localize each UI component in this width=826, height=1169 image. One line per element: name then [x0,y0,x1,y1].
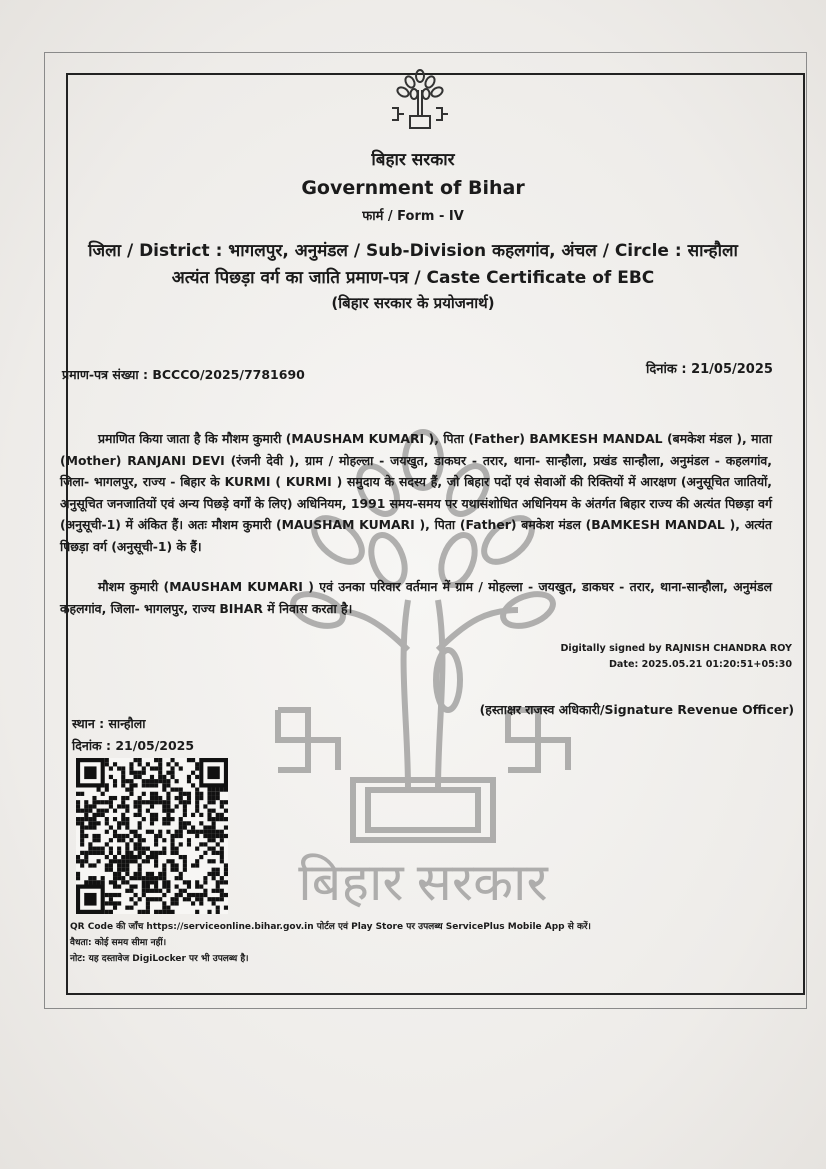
digital-signature-date: Date: 2025.05.21 01:20:51+05:30 [608,659,792,670]
place-date-block [72,713,194,757]
qr-verification-note: QR Code की जाँच https://serviceonline.bihar.gov.in पोर्टल एवं Play Store पर उपलब्ध ServicePlus Mobile App से करें। [70,922,591,932]
certificate-body-paragraph-2: मौशम कुमारी (MAUSHAM KUMARI ) एवं उनका परिवार वर्तमान में ग्राम / मोहल्ला - जयखुत, डाकघर - तरार, थाना-सान्हौला, अनुमंडल कहलगांव, जिला- भागलपुर, राज्य BIHAR में निवास करता है। [60,579,772,616]
place-date: दिनांक : 21/05/2025 [72,738,195,753]
title-english: Government of Bihar [301,177,525,199]
footer-notes [70,919,591,967]
certificate-purpose: (बिहार सरकार के प्रयोजनार्थ) [331,294,495,312]
officer-signature-label: (हस्ताक्षर राजस्व अधिकारी/Signature Revenue Officer) [479,702,794,717]
qr-code-icon[interactable] [76,758,228,914]
issue-date: दिनांक : 21/05/2025 [646,362,773,377]
title-hindi: बिहार सरकार [371,150,455,170]
digital-signed-by: Digitally signed by RAJNISH CHANDRA ROY [560,643,792,654]
certificate-body-paragraph-1: प्रमाणित किया जाता है कि मौशम कुमारी (MAUSHAM KUMARI ), पिता (Father) BAMKESH MANDAL (बमकेश मंडल ), माता (Mother) RANJANI DEVI (रंजनी देवी ), ग्राम / मोहल्ला - जयखुत, डाकघर - तरार, थाना- सान्हौला, प्रखंड सान्हौला, अनुमंडल - कहलगांव, जिला- भागलपुर, राज्य - बिहार के KURMI ( KURMI ) समुदाय के सदस्य हैं, जो बिहार पदों एवं सेवाओं की रिक्तियों में आरक्षण (अनुसूचित जातियों, अनुसूचित जनजातियों एवं अन्य पिछड़े वर्गों के लिए) अधिनियम, 1991 समय-समय पर यथासंशोधित अधिनियम के अंतर्गत बिहार राज्य की अत्यंत पिछड़ा वर्ग (अनुसूची-1) में अंकित हैं। अतः मौशम कुमारी (MAUSHAM KUMARI ), पिता (Father) बमकेश मंडल (BAMKESH MANDAL ), अत्यंत पिछड़ा वर्ग (अनुसूची-1) के हैं। [60,431,772,554]
watermark-text: बिहार सरकार [298,855,548,912]
form-number: फार्म / Form - IV [362,209,464,224]
place: स्थान : सान्हौला [72,716,146,731]
bihar-emblem-icon [388,68,452,132]
digilocker-note: नोट: यह दस्तावेज DigiLocker पर भी उपलब्ध है। [70,954,249,964]
validity-note: वैधता: कोई समय सीमा नहीं। [70,938,167,948]
certificate-title: अत्यंत पिछड़ा वर्ग का जाति प्रमाण-पत्र / Caste Certificate of EBC [171,268,655,288]
certificate-number: प्रमाण-पत्र संख्या : BCCCO/2025/7781690 [62,367,305,382]
district-line: जिला / District : भागलपुर, अनुमंडल / Sub-Division कहलगांव, अंचल / Circle : सान्हौला [88,241,738,261]
digital-signature [540,641,792,673]
